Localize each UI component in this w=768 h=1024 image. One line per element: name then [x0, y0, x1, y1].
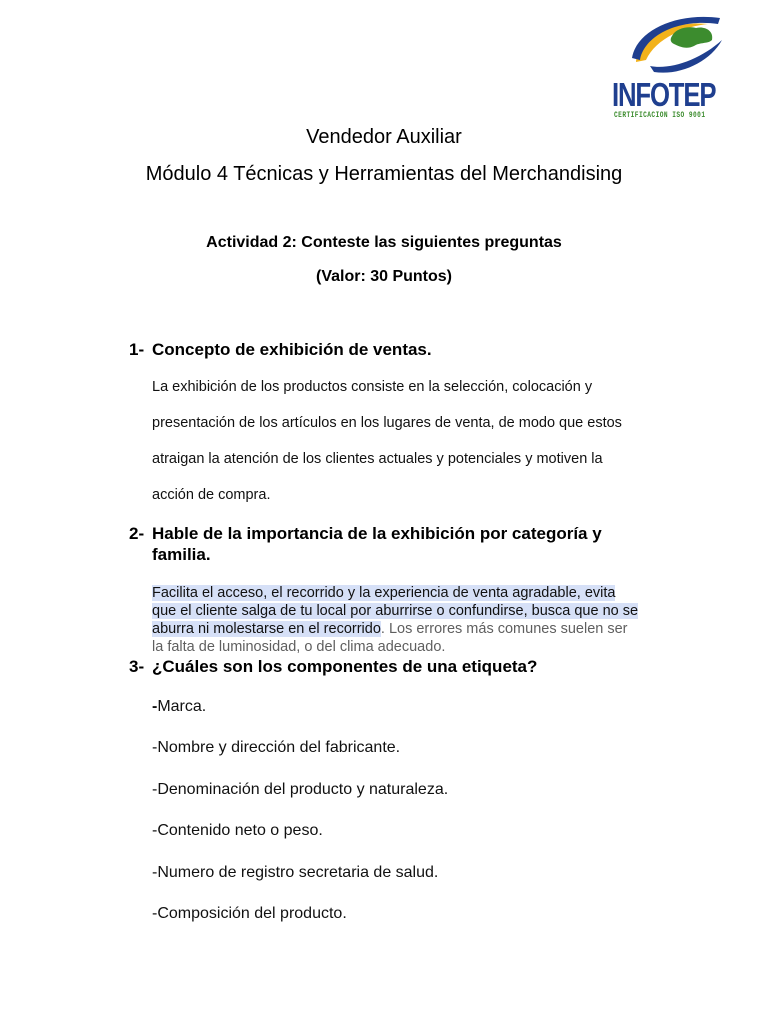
globe-emblem-icon — [630, 10, 730, 76]
list-item: -Denominación del producto y naturaleza. — [152, 781, 449, 798]
question-number: 1- — [129, 340, 145, 359]
list-item: -Contenido neto o peso. — [152, 822, 323, 839]
answer-1 — [152, 369, 622, 513]
infotep-logo — [612, 10, 732, 120]
logo-certification-text: CERTIFICACION ISO 9001 — [614, 111, 706, 120]
list-item: -Nombre y dirección del fabricante. — [152, 739, 401, 756]
highlighted-text: aburra ni molestarse en el recorrido — [152, 621, 381, 637]
answer-line: atraigan la atención de los clientes actuales y potenciales y motiven la — [152, 451, 603, 467]
answer-2 — [152, 584, 642, 656]
question-text: ¿Cuáles son los componentes de una etiqueta? — [152, 657, 538, 676]
document-title: Vendedor Auxiliar — [306, 126, 462, 148]
answer-line: La exhibición de los productos consiste en la selección, colocación y — [152, 379, 593, 395]
document-subtitle: Módulo 4 Técnicas y Herramientas del Merchandising — [145, 163, 623, 185]
activity-value: (Valor: 30 Puntos) — [315, 268, 453, 285]
answer-line: acción de compra. — [152, 487, 271, 503]
list-item: -Numero de registro secretaria de salud. — [152, 864, 439, 881]
logo-wordmark: INFOTEP — [612, 76, 716, 113]
highlighted-text: que el cliente salga de tu local por aburrirse o confundirse, busca que no se — [152, 603, 639, 619]
answer-line: presentación de los artículos en los lugares de venta, de modo que estos — [152, 415, 622, 431]
list-item-text: Marca. — [157, 698, 207, 715]
question-text: familia. — [152, 545, 211, 564]
answer-text: . Los errores más comunes suelen ser — [380, 621, 628, 637]
list-dash: - — [152, 698, 158, 715]
question-number: 2- — [129, 524, 145, 543]
answer-text: la falta de luminosidad, o del clima adecuado. — [152, 639, 446, 655]
activity-title: Actividad 2: Conteste las siguientes preguntas — [206, 234, 562, 251]
question-text: Concepto de exhibición de ventas. — [152, 340, 432, 359]
question-number: 3- — [129, 657, 145, 676]
list-item — [152, 698, 206, 716]
list-item: -Composición del producto. — [152, 905, 347, 922]
highlighted-text: Facilita el acceso, el recorrido y la experiencia de venta agradable, evita — [152, 585, 616, 601]
question-text: Hable de la importancia de la exhibición por categoría y — [152, 524, 602, 543]
